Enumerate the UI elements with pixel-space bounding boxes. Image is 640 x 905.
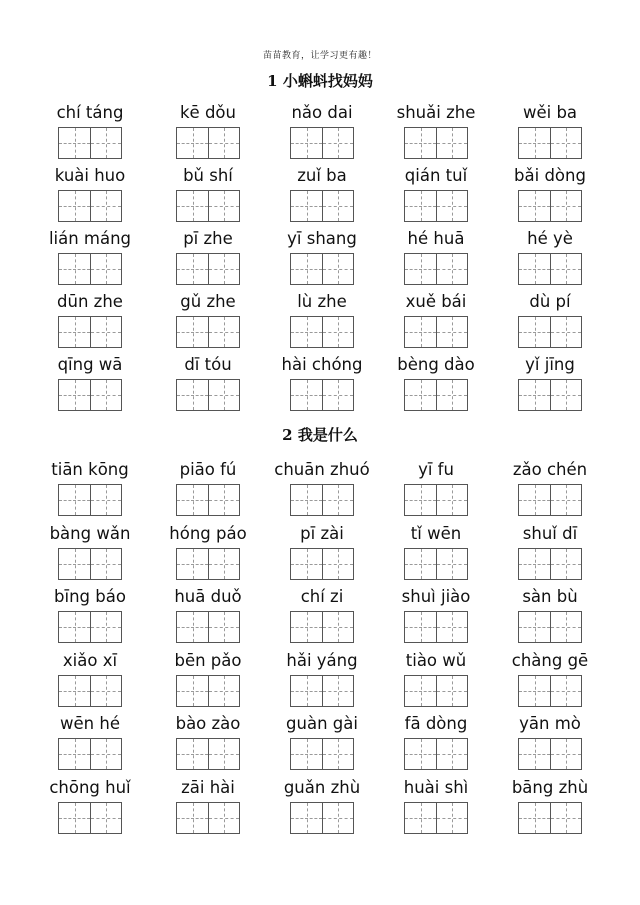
writing-cell[interactable] xyxy=(550,612,581,642)
pinyin-label: lù zhe xyxy=(297,292,347,311)
writing-cell[interactable] xyxy=(405,803,436,833)
writing-cell[interactable] xyxy=(291,380,322,410)
word-row xyxy=(0,166,640,226)
writing-box-pair[interactable] xyxy=(404,253,468,285)
word-item xyxy=(381,460,491,516)
writing-cell[interactable] xyxy=(405,549,436,579)
writing-cell[interactable] xyxy=(177,380,208,410)
word-item xyxy=(381,524,491,580)
writing-box-pair[interactable] xyxy=(518,675,582,707)
writing-box-pair[interactable] xyxy=(290,316,354,348)
writing-cell[interactable] xyxy=(291,549,322,579)
writing-cell[interactable] xyxy=(208,739,239,769)
writing-box-pair[interactable] xyxy=(58,316,122,348)
writing-cell[interactable] xyxy=(291,676,322,706)
writing-box-pair[interactable] xyxy=(518,548,582,580)
writing-cell[interactable] xyxy=(436,612,467,642)
pinyin-label: dūn zhe xyxy=(57,292,123,311)
writing-cell[interactable] xyxy=(519,739,550,769)
writing-cell[interactable] xyxy=(436,254,467,284)
pinyin-label: dù pí xyxy=(529,292,571,311)
word-item xyxy=(381,714,491,770)
writing-cell[interactable] xyxy=(405,317,436,347)
writing-box-pair[interactable] xyxy=(176,611,240,643)
writing-cell[interactable] xyxy=(291,739,322,769)
writing-box-pair[interactable] xyxy=(176,484,240,516)
writing-box-pair[interactable] xyxy=(176,253,240,285)
pinyin-label: bǎi dòng xyxy=(514,166,586,185)
page-header: 苗苗教育，让学习更有趣！ xyxy=(262,51,377,61)
writing-cell[interactable] xyxy=(322,317,353,347)
writing-cell[interactable] xyxy=(291,803,322,833)
pinyin-label: chōng huǐ xyxy=(49,777,131,797)
pinyin-label: yī fu xyxy=(418,460,454,479)
pinyin-label: wēn hé xyxy=(60,714,120,733)
writing-cell[interactable] xyxy=(291,612,322,642)
word-item xyxy=(495,651,605,707)
writing-cell[interactable] xyxy=(291,254,322,284)
writing-cell[interactable] xyxy=(322,612,353,642)
writing-cell[interactable] xyxy=(59,317,90,347)
writing-cell[interactable] xyxy=(90,191,121,221)
writing-cell[interactable] xyxy=(550,191,581,221)
writing-cell[interactable] xyxy=(208,380,239,410)
word-item xyxy=(495,229,605,285)
word-item xyxy=(267,651,377,707)
writing-cell[interactable] xyxy=(550,485,581,515)
writing-cell[interactable] xyxy=(59,128,90,158)
writing-cell[interactable] xyxy=(405,191,436,221)
writing-cell[interactable] xyxy=(177,676,208,706)
word-item xyxy=(35,778,145,834)
pinyin-label: bàng wǎn xyxy=(49,523,131,543)
writing-box-pair[interactable] xyxy=(58,253,122,285)
pinyin-label: huā duǒ xyxy=(174,587,242,606)
writing-cell[interactable] xyxy=(90,254,121,284)
writing-cell[interactable] xyxy=(550,254,581,284)
writing-box-pair[interactable] xyxy=(176,802,240,834)
writing-cell[interactable] xyxy=(59,803,90,833)
word-item xyxy=(153,778,263,834)
pinyin-label: zāi hài xyxy=(181,777,235,797)
word-row xyxy=(0,778,640,838)
writing-box-pair[interactable] xyxy=(404,802,468,834)
writing-box-pair[interactable] xyxy=(58,484,122,516)
writing-box-pair[interactable] xyxy=(176,316,240,348)
section-title-1: 1 小蝌蚪找妈妈 xyxy=(267,72,373,90)
writing-box-pair[interactable] xyxy=(58,127,122,159)
writing-box-pair[interactable] xyxy=(518,316,582,348)
writing-cell[interactable] xyxy=(59,380,90,410)
writing-box-pair[interactable] xyxy=(518,484,582,516)
pinyin-label: guàn gài xyxy=(286,714,358,733)
writing-box-pair[interactable] xyxy=(290,548,354,580)
writing-cell[interactable] xyxy=(291,485,322,515)
writing-cell[interactable] xyxy=(436,485,467,515)
word-item xyxy=(35,103,145,159)
writing-box-pair[interactable] xyxy=(404,548,468,580)
pinyin-label: shuì jiào xyxy=(401,587,471,606)
writing-cell[interactable] xyxy=(550,128,581,158)
writing-cell[interactable] xyxy=(59,254,90,284)
word-item xyxy=(495,460,605,516)
pinyin-label: hǎi yáng xyxy=(286,650,358,670)
writing-box-pair[interactable] xyxy=(58,675,122,707)
pinyin-label: shuǎi zhe xyxy=(396,103,476,122)
writing-cell[interactable] xyxy=(519,612,550,642)
pinyin-label: guǎn zhù xyxy=(283,777,361,797)
word-item xyxy=(153,166,263,222)
writing-cell[interactable] xyxy=(208,803,239,833)
writing-box-pair[interactable] xyxy=(176,548,240,580)
pinyin-label: bāng zhù xyxy=(511,777,589,797)
word-item xyxy=(495,524,605,580)
writing-cell[interactable] xyxy=(436,128,467,158)
pinyin-label: kuài huo xyxy=(54,166,126,185)
writing-cell[interactable] xyxy=(208,676,239,706)
writing-cell[interactable] xyxy=(405,612,436,642)
writing-box-pair[interactable] xyxy=(404,484,468,516)
pinyin-label: wěi ba xyxy=(522,103,578,122)
writing-box-pair[interactable] xyxy=(58,611,122,643)
pinyin-label: bīng báo xyxy=(54,587,126,606)
pinyin-label: yān mò xyxy=(519,714,581,733)
pinyin-label: qián tuǐ xyxy=(404,166,468,185)
writing-cell[interactable] xyxy=(177,485,208,515)
writing-cell[interactable] xyxy=(90,549,121,579)
writing-box-pair[interactable] xyxy=(290,127,354,159)
word-item xyxy=(153,714,263,770)
word-item xyxy=(35,292,145,348)
writing-cell[interactable] xyxy=(519,254,550,284)
writing-box-pair[interactable] xyxy=(518,611,582,643)
writing-box-pair[interactable] xyxy=(290,253,354,285)
writing-cell[interactable] xyxy=(405,254,436,284)
word-row xyxy=(0,103,640,163)
pinyin-label: chuān zhuó xyxy=(274,460,370,479)
writing-box-pair[interactable] xyxy=(176,127,240,159)
pinyin-label: pī zhe xyxy=(183,229,233,248)
writing-cell[interactable] xyxy=(519,485,550,515)
writing-box-pair[interactable] xyxy=(518,379,582,411)
writing-box-pair[interactable] xyxy=(404,675,468,707)
writing-box-pair[interactable] xyxy=(290,611,354,643)
word-item xyxy=(35,355,145,411)
writing-cell[interactable] xyxy=(59,612,90,642)
pinyin-label: pī zài xyxy=(300,523,344,543)
writing-cell[interactable] xyxy=(177,191,208,221)
writing-cell[interactable] xyxy=(90,803,121,833)
word-item xyxy=(381,166,491,222)
pinyin-label: gǔ zhe xyxy=(180,292,236,311)
writing-cell[interactable] xyxy=(322,128,353,158)
word-item xyxy=(381,292,491,348)
writing-cell[interactable] xyxy=(59,676,90,706)
word-item xyxy=(495,587,605,643)
word-item xyxy=(153,355,263,411)
word-row xyxy=(0,714,640,774)
pinyin-label: nǎo dai xyxy=(291,103,353,122)
writing-box-pair[interactable] xyxy=(176,190,240,222)
writing-cell[interactable] xyxy=(177,254,208,284)
word-item xyxy=(153,587,263,643)
writing-cell[interactable] xyxy=(322,191,353,221)
word-item xyxy=(267,714,377,770)
writing-box-pair[interactable] xyxy=(176,675,240,707)
writing-cell[interactable] xyxy=(208,549,239,579)
pinyin-label: shuǐ dī xyxy=(522,523,578,543)
writing-cell[interactable] xyxy=(322,676,353,706)
writing-cell[interactable] xyxy=(59,549,90,579)
writing-cell[interactable] xyxy=(322,549,353,579)
pinyin-label: huài shì xyxy=(403,777,469,797)
word-item xyxy=(267,292,377,348)
writing-cell[interactable] xyxy=(322,739,353,769)
word-item xyxy=(381,103,491,159)
writing-cell[interactable] xyxy=(436,549,467,579)
writing-cell[interactable] xyxy=(322,485,353,515)
pinyin-label: bǔ shí xyxy=(183,166,233,185)
writing-box-pair[interactable] xyxy=(58,738,122,770)
writing-cell[interactable] xyxy=(436,380,467,410)
word-item xyxy=(267,166,377,222)
writing-cell[interactable] xyxy=(405,739,436,769)
writing-cell[interactable] xyxy=(291,128,322,158)
writing-cell[interactable] xyxy=(405,676,436,706)
pinyin-label: kē dǒu xyxy=(180,103,236,122)
word-item xyxy=(153,229,263,285)
word-item xyxy=(495,166,605,222)
writing-cell[interactable] xyxy=(177,549,208,579)
word-item xyxy=(153,292,263,348)
writing-cell[interactable] xyxy=(177,612,208,642)
pinyin-label: piāo fú xyxy=(179,460,237,479)
word-item xyxy=(35,460,145,516)
writing-cell[interactable] xyxy=(208,612,239,642)
writing-cell[interactable] xyxy=(177,317,208,347)
pinyin-label: bēn pǎo xyxy=(174,650,242,670)
word-item xyxy=(267,778,377,834)
word-row xyxy=(0,355,640,415)
writing-cell[interactable] xyxy=(208,254,239,284)
writing-cell[interactable] xyxy=(90,128,121,158)
writing-cell[interactable] xyxy=(550,380,581,410)
writing-cell[interactable] xyxy=(519,803,550,833)
word-item xyxy=(381,229,491,285)
writing-box-pair[interactable] xyxy=(58,190,122,222)
writing-box-pair[interactable] xyxy=(290,675,354,707)
writing-cell[interactable] xyxy=(436,803,467,833)
word-item xyxy=(153,651,263,707)
writing-cell[interactable] xyxy=(322,380,353,410)
writing-cell[interactable] xyxy=(208,317,239,347)
writing-cell[interactable] xyxy=(177,739,208,769)
word-item xyxy=(35,229,145,285)
writing-cell[interactable] xyxy=(550,317,581,347)
word-item xyxy=(267,460,377,516)
pinyin-label: tiān kōng xyxy=(51,460,129,479)
pinyin-label: hé huā xyxy=(407,229,465,248)
word-item xyxy=(495,292,605,348)
writing-cell[interactable] xyxy=(519,380,550,410)
word-item xyxy=(35,166,145,222)
word-item xyxy=(495,714,605,770)
writing-cell[interactable] xyxy=(90,485,121,515)
writing-cell[interactable] xyxy=(90,612,121,642)
word-item xyxy=(267,355,377,411)
writing-cell[interactable] xyxy=(436,317,467,347)
word-item xyxy=(381,587,491,643)
writing-cell[interactable] xyxy=(519,191,550,221)
writing-cell[interactable] xyxy=(550,676,581,706)
writing-box-pair[interactable] xyxy=(176,738,240,770)
writing-box-pair[interactable] xyxy=(176,379,240,411)
writing-cell[interactable] xyxy=(59,739,90,769)
pinyin-label: lián máng xyxy=(48,229,132,248)
pinyin-label: hóng páo xyxy=(169,523,247,543)
pinyin-label: zǎo chén xyxy=(512,460,588,479)
pinyin-label: yī shang xyxy=(287,229,357,248)
writing-cell[interactable] xyxy=(550,549,581,579)
writing-box-pair[interactable] xyxy=(518,127,582,159)
word-row xyxy=(0,587,640,647)
pinyin-label: tiào wǔ xyxy=(405,650,467,670)
writing-cell[interactable] xyxy=(405,128,436,158)
word-item xyxy=(153,460,263,516)
writing-cell[interactable] xyxy=(59,191,90,221)
pinyin-label: zuǐ ba xyxy=(297,166,347,185)
writing-box-pair[interactable] xyxy=(404,379,468,411)
pinyin-label: hé yè xyxy=(527,229,573,248)
writing-cell[interactable] xyxy=(436,676,467,706)
word-item xyxy=(267,103,377,159)
writing-cell[interactable] xyxy=(405,485,436,515)
word-item xyxy=(381,651,491,707)
word-item xyxy=(153,103,263,159)
writing-cell[interactable] xyxy=(550,739,581,769)
writing-box-pair[interactable] xyxy=(404,127,468,159)
writing-cell[interactable] xyxy=(208,191,239,221)
pinyin-label: chí táng xyxy=(56,103,124,122)
word-row xyxy=(0,524,640,584)
word-item xyxy=(35,587,145,643)
pinyin-label: bào zào xyxy=(175,714,241,733)
pinyin-label: xuě bái xyxy=(405,292,467,311)
pinyin-label: chí zi xyxy=(300,587,344,606)
word-item xyxy=(153,524,263,580)
writing-box-pair[interactable] xyxy=(518,738,582,770)
writing-cell[interactable] xyxy=(550,803,581,833)
writing-cell[interactable] xyxy=(436,191,467,221)
writing-box-pair[interactable] xyxy=(290,190,354,222)
writing-box-pair[interactable] xyxy=(404,611,468,643)
word-row xyxy=(0,229,640,289)
writing-box-pair[interactable] xyxy=(290,379,354,411)
word-item xyxy=(267,587,377,643)
writing-box-pair[interactable] xyxy=(290,738,354,770)
writing-cell[interactable] xyxy=(208,485,239,515)
word-item xyxy=(495,778,605,834)
word-item xyxy=(381,355,491,411)
writing-cell[interactable] xyxy=(519,317,550,347)
writing-cell[interactable] xyxy=(322,254,353,284)
section-title-2: 2 我是什么 xyxy=(282,426,358,444)
writing-box-pair[interactable] xyxy=(58,548,122,580)
writing-cell[interactable] xyxy=(405,380,436,410)
writing-cell[interactable] xyxy=(322,803,353,833)
word-item xyxy=(267,524,377,580)
writing-box-pair[interactable] xyxy=(518,802,582,834)
writing-cell[interactable] xyxy=(177,128,208,158)
writing-box-pair[interactable] xyxy=(404,190,468,222)
word-row xyxy=(0,460,640,520)
pinyin-label: chàng gē xyxy=(511,650,589,670)
word-item xyxy=(267,229,377,285)
pinyin-label: hài chóng xyxy=(281,355,363,374)
pinyin-label: dī tóu xyxy=(184,355,232,374)
writing-cell[interactable] xyxy=(208,128,239,158)
writing-box-pair[interactable] xyxy=(404,316,468,348)
writing-box-pair[interactable] xyxy=(518,190,582,222)
pinyin-label: bèng dào xyxy=(397,355,475,374)
writing-cell[interactable] xyxy=(436,739,467,769)
word-item xyxy=(35,524,145,580)
word-item xyxy=(35,714,145,770)
writing-cell[interactable] xyxy=(291,317,322,347)
writing-cell[interactable] xyxy=(90,380,121,410)
writing-cell[interactable] xyxy=(519,676,550,706)
writing-box-pair[interactable] xyxy=(518,253,582,285)
word-row xyxy=(0,292,640,352)
writing-box-pair[interactable] xyxy=(290,802,354,834)
writing-cell[interactable] xyxy=(90,317,121,347)
writing-cell[interactable] xyxy=(519,128,550,158)
word-item xyxy=(381,778,491,834)
writing-cell[interactable] xyxy=(291,191,322,221)
word-item xyxy=(495,355,605,411)
word-item xyxy=(495,103,605,159)
pinyin-label: qīng wā xyxy=(57,355,123,374)
pinyin-label: fā dòng xyxy=(404,714,468,733)
pinyin-label: yǐ jīng xyxy=(525,355,575,374)
word-row xyxy=(0,651,640,711)
word-item xyxy=(35,651,145,707)
writing-box-pair[interactable] xyxy=(58,802,122,834)
pinyin-label: xiǎo xī xyxy=(62,650,118,670)
writing-cell[interactable] xyxy=(519,549,550,579)
writing-box-pair[interactable] xyxy=(58,379,122,411)
pinyin-label: sàn bù xyxy=(522,587,578,606)
writing-cell[interactable] xyxy=(59,485,90,515)
writing-cell[interactable] xyxy=(177,803,208,833)
writing-box-pair[interactable] xyxy=(290,484,354,516)
writing-cell[interactable] xyxy=(90,739,121,769)
writing-box-pair[interactable] xyxy=(404,738,468,770)
pinyin-label: tǐ wēn xyxy=(410,523,462,543)
writing-cell[interactable] xyxy=(90,676,121,706)
